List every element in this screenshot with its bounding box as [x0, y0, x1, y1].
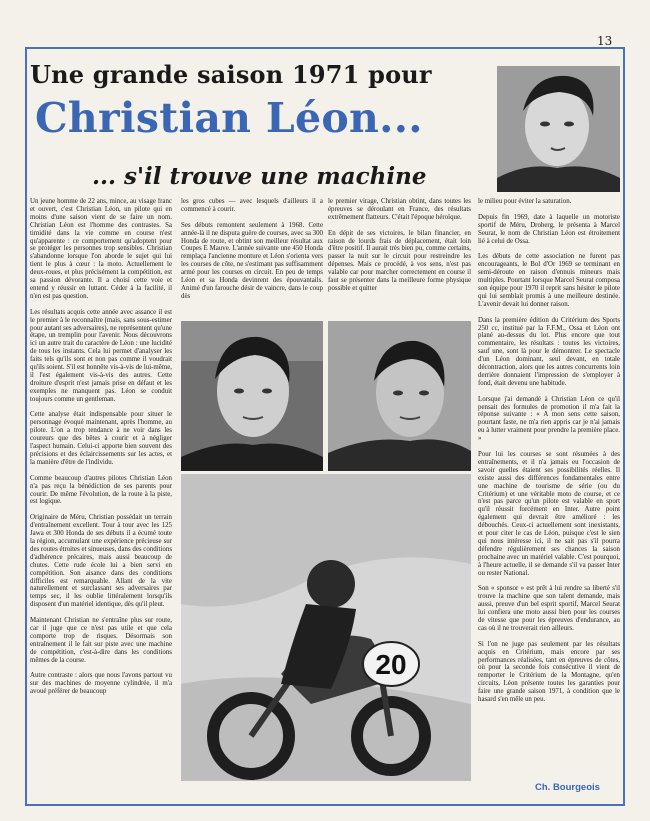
author-signature: Ch. Bourgeois [535, 782, 600, 793]
headline-line-1: Une grande saison 1971 pour [30, 60, 432, 89]
portrait-mid-right-image [328, 321, 471, 471]
portrait-photo-top [497, 66, 620, 192]
racing-image [181, 474, 471, 781]
article-column-4: le milieu pour éviter la saturation. Depuis fin 1969, date à laquelle un motoriste sportif de Méru, Droberg, le présenta à Marcel Seurat, le nom de Christian Léon est étroitement lié à celui de Ossa. Les débuts de cette association ne furent pas encourageants, le Bol d'Or 1969 se terminant en semi-déroute en raison d'ennuis mineurs mais multiples. Pourtant lorsque Marcel Seurat composa son équipe pour 1970 il reprit sans hésiter le pilote qui lui semblait promis à une meilleure destinée. L'avenir devait lui donner raison. Dans la première édition du Critérium des Sports 250 cc, institué par la F.F.M., Ossa et Léon ont plané au-dessus du lot. Plus encore que tout commentaire, les résultats : toutes les victoires, sauf une, sont là pour le démontrer. Le spectacle d'un Léon dominant, seul devant, en totale décontraction, alors que les autres concurrents loin derrière donnaient l'impression de s'employer à fond, était devenu une habitude. Lorsque j'ai demandé à Christian Léon ce qu'il pensait des formules de promotion il m'a fait la réponse suivante : « A mon sens cette saison, pourtant faste, ne m'a rien appris car je n'ai jamais eu à lutter vraiment pour prendre la première place. » Pour lui les courses se sont résumées à des entraînements, et il n'a jamais eu l'occasion de savoir quelles étaient ses possibilités réelles. Il existe aussi des différences fondamentales entre une machine de tourisme de série (ou du Critérium) et une véritable moto de course, et ce n'est pas parce qu'un pilote est valable en sport qu'il réussit forcément en Inter. Autre point également qui devrait être amélioré : les débouchés. Ceux-ci actuellement sont inexistants, et pour citer le cas de Léon, puisque c'est le sien qui nous intéresse ici, il ne sait pas s'il pourra défendre régulièrement ses chances la saison prochaine avec un matériel valable. C'est pourquoi, à l'heure actuelle, il se demande s'il va passer Inter ou rester National. Son « sponsor » est prêt à lui rendre sa liberté s'il trouve la machine que son talent demande, mais aussi, preuve d'un bel esprit sportif, Marcel Seurat lui confiera une moto aussi bien pour les courses de vitesse que pour les épreuves d'endurance, au cas où il ne trouverait rien ailleurs. Si l'on ne juge pas seulement par les résultats acquis en Critérium, mais encore par ses performances réalisées, tant en épreuves de côtes, où pour la seconde fois consécutive il vient de remporter le Critérium de la Montagne, qu'en circuits, Léon présente toutes les garanties pour faire une grande saison 1971, à condition que le hasard s'en mêle un peu. [478, 198, 620, 704]
article-column-2-top: les gros cubes — avec lesquels d'ailleurs il a commencé à courir. Ses débuts remontent seulement à 1968. Cette année-là il ne disputa guère de courses, avec sa 300 Honda de route, et obtint son meilleur résultat aux Coupes E Mauve. L'année suivante une 450 Honda remplaça l'ancienne monture et Léon s'orienta vers les courses de côte, ne s'estimant pas suffisamment armé pour les courses en circuit. En peu de temps Léon et sa Honda devinrent des épouvantails. Animé d'un farouche désir de vaincre, dans le coup dès [181, 198, 323, 300]
article-column-3-top: le premier virage, Christian obtint, dans toutes les épreuves se déroulant en France, des résultats extrêmement flatteurs. C'était l'époque héroïque. En dépit de ses victoires, le bilan financier, en raison de lourds frais de déplacement, était loin d'être positif. Il aurait très bien pu, comme certains, passer la nuit sur le circuit pour restreindre les dépenses. Mais ce procédé, à vos sens, n'est pas valable car pour marcher correctement en course il faut se présenter dans la meilleure forme physique possible et quitter [328, 198, 471, 292]
portrait-photo-mid-right [328, 321, 471, 471]
page-number: 13 [597, 34, 613, 48]
portrait-photo-mid-left [181, 321, 323, 471]
portrait-top-image [497, 66, 620, 192]
headline-subtitle: ... s'il trouve une machine [92, 163, 427, 190]
racing-motorcycle-photo [181, 474, 471, 781]
race-number-plate: 20 [375, 649, 407, 680]
headline-name: Christian Léon... [35, 94, 423, 142]
article-column-1: Un jeune homme de 22 ans, mince, au visage franc et ouvert, c'est Christian Léon, un pilote qui en moins d'une saison vient de se faire un nom. Christian Léon est l'homme des contrastes. Sa timidité dans la vie comme en course n'est qu'apparente : ce comportement qu'adoptent pour se protéger les personnes trop sensibles. Christian s'abandonne lorsque l'on aborde le sujet qui lui tient le plus à cœur : la moto. Actuellement le deux-roues, et plus précisément la compétition, est sa passion dévorante. Il a choisi cette voie et entend y réussir en luttant. Céder à la facilité, il n'en est pas question. Les résultats acquis cette année avec assance il est le premier à le reconnaître (mais, sans sous-estimer pour autant ses adversaires), ne représentent qu'une étape, un tremplin pour l'avenir. Nous découvrons ici un autre trait du caractère de Léon : une lucidité de tous les instants. Cela lui permet d'analyser les faits tels qu'ils sont et non pas comme il voudrait qu'ils soient. S'il est honnête vis-à-vis de lui-même, il l'est également vis-à-vis des autres. Cette droiture d'esprit n'est jamais prise en défaut et les exemples ne manquent pas. Léon se conduit toujours comme un gentleman. Cette analyse était indispensable pour situer le personnage évoqué maintenant, après l'homme, au pilote. L'on a trop tendance à ne voir dans les coureurs que des bêtes à courir et à négliger l'aspect humain. Celui-ci apporte bien souvent des précisions et des éclaircissements sur les actes, et la manière d'être de l'individu. Comme beaucoup d'autres pilotes Christian Léon n'a pas reçu la bénédiction de ses parents pour courir. De même l'évolution, de la route à la piste, est logique. Originaire de Méru, Christian possédait un terrain d'entraînement excellent. Tour à tour avec les 125 Jawa et 300 Honda de ses débuts il a écumé toute la région, accumulant une expérience précieuse sur des routes étroites et sinueuses, dans des conditions d'adhérence précaires, mais aussi beaucoup de chutes. Cette rude école lui a bien servi en compétition. Son aisance dans des conditions difficiles est remarquable. Allant de la vite naturellement et surclassant ses adversaires par temps sec, il les oublie littéralement lorsqu'ils disposent d'un matériel identique, dès qu'il pleut. Maintenant Christian ne s'entraîne plus sur route, car il juge que ce n'est pas utile et que cela comporte trop de risques. Désormais son entraînement il le fait sur piste avec une machine de compétition, c'est-à-dire dans les conditions mêmes de la course. Autre contraste : alors que nous l'avons partout vu sur des machines de moyenne cylindrée, il m'a avoué préférer de beaucoup [30, 198, 172, 696]
portrait-mid-left-image [181, 321, 323, 471]
